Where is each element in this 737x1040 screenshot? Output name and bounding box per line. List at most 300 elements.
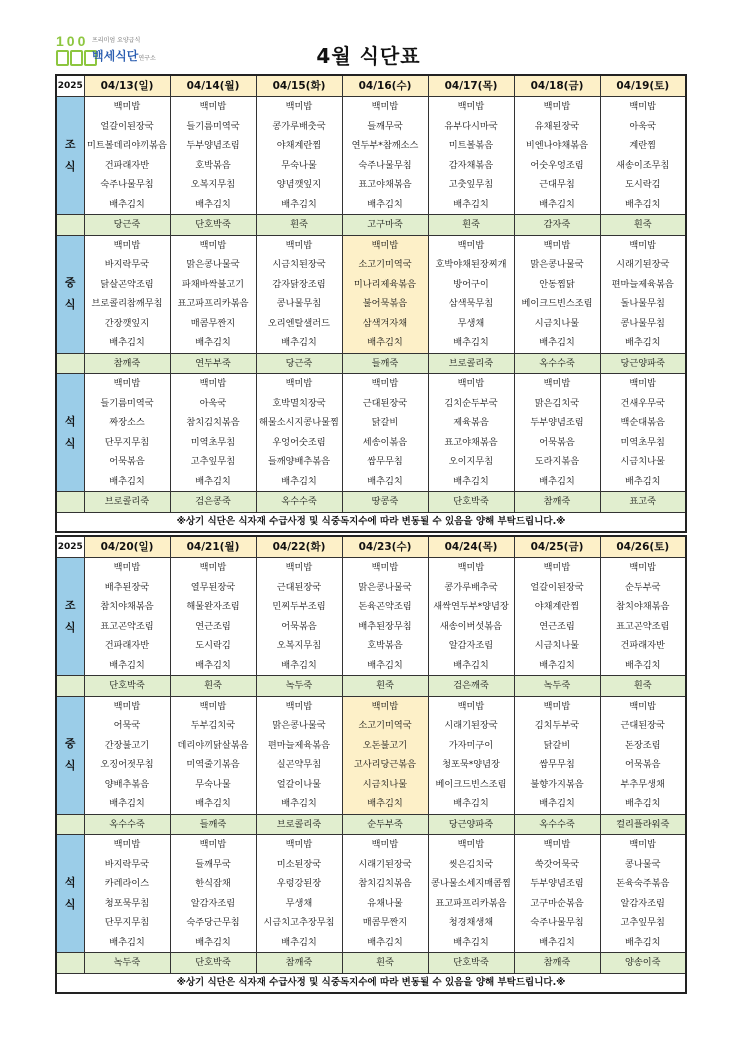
porridge-item: 참깨죽 — [256, 953, 342, 974]
week-table-2 — [55, 535, 687, 994]
menu-item: 백미밥 — [600, 374, 686, 394]
menu-item: 배추김치 — [170, 933, 256, 953]
breakfast-item-row — [56, 578, 686, 598]
porridge-item: 흰죽 — [342, 676, 428, 697]
menu-item: 시금치나물 — [514, 636, 600, 656]
porridge-label-spacer — [56, 215, 84, 236]
menu-item: 표고야채볶음 — [342, 175, 428, 195]
porridge-item: 참깨죽 — [514, 492, 600, 513]
menu-item: 백미밥 — [256, 835, 342, 855]
menu-item: 백미밥 — [514, 235, 600, 255]
menu-item: 백미밥 — [514, 374, 600, 394]
menu-item: 배추김치 — [600, 195, 686, 215]
lunch-item-row — [56, 294, 686, 314]
menu-item: 백순대볶음 — [600, 413, 686, 433]
breakfast-item-row — [56, 136, 686, 156]
menu-item: 청포묵무침 — [84, 894, 170, 914]
porridge-item: 옥수수죽 — [514, 353, 600, 374]
menu-item: 배추김치 — [428, 333, 514, 353]
menu-item: 백미밥 — [84, 235, 170, 255]
menu-item: 백미밥 — [170, 97, 256, 117]
lunch-item-row — [56, 736, 686, 756]
menu-item: 김치두부국 — [514, 716, 600, 736]
menu-item: 해물완자조림 — [170, 597, 256, 617]
menu-item: 맑은콩나물국 — [514, 255, 600, 275]
menu-item: 편마늘제육볶음 — [256, 736, 342, 756]
menu-item: 두부양념조림 — [514, 874, 600, 894]
menu-item: 돌나물무침 — [600, 294, 686, 314]
porridge-item: 당근양파죽 — [600, 353, 686, 374]
menu-item: 콩가루배춧국 — [256, 117, 342, 137]
menu-item: 단무지무침 — [84, 913, 170, 933]
menu-item: 닭살곤약조림 — [84, 275, 170, 295]
menu-item: 숙주당근무침 — [170, 913, 256, 933]
menu-item: 콩나물소세지매콤찜 — [428, 874, 514, 894]
breakfast-porridge-row — [56, 676, 686, 697]
date-header-cell: 04/17(목) — [428, 75, 514, 97]
porridge-item: 감자죽 — [514, 215, 600, 236]
menu-item: 짜장소스 — [84, 413, 170, 433]
menu-item: 백미밥 — [342, 696, 428, 716]
menu-item: 파채바싹불고기 — [170, 275, 256, 295]
menu-item: 가자미구이 — [428, 736, 514, 756]
menu-item: 백미밥 — [170, 558, 256, 578]
menu-item: 도시락김 — [600, 175, 686, 195]
menu-item: 숙주나물무침 — [84, 175, 170, 195]
porridge-item: 흰죽 — [600, 215, 686, 236]
menu-item: 베이크드빈스조림 — [428, 775, 514, 795]
porridge-item: 참깨죽 — [514, 953, 600, 974]
porridge-item: 옥수수죽 — [514, 814, 600, 835]
menu-item: 어묵볶음 — [256, 617, 342, 637]
menu-item: 새송이조무침 — [600, 156, 686, 176]
porridge-item: 단호박죽 — [428, 492, 514, 513]
menu-item: 닭갈비 — [342, 413, 428, 433]
lunch-porridge-row — [56, 353, 686, 374]
menu-item: 백미밥 — [170, 374, 256, 394]
menu-item: 배추김치 — [170, 333, 256, 353]
dinner-porridge-row — [56, 492, 686, 513]
menu-item: 백미밥 — [428, 558, 514, 578]
menu-item: 얼갈이나물 — [256, 775, 342, 795]
menu-item: 근대된장국 — [256, 578, 342, 598]
menu-item: 무생채 — [256, 894, 342, 914]
menu-item: 참치김치볶음 — [342, 874, 428, 894]
menu-item: 들기름미역국 — [170, 117, 256, 137]
menu-item: 어묵볶음 — [600, 755, 686, 775]
menu-item: 배추김치 — [514, 472, 600, 492]
menu-item: 미트볼볶음 — [428, 136, 514, 156]
menu-item: 건파래자반 — [600, 636, 686, 656]
breakfast-item-row — [56, 156, 686, 176]
menu-item: 돈육숙주볶음 — [600, 874, 686, 894]
menu-item: 배추김치 — [170, 195, 256, 215]
menu-item: 어묵국 — [84, 716, 170, 736]
menu-item: 배추김치 — [256, 794, 342, 814]
porridge-item: 단호박죽 — [84, 676, 170, 697]
menu-item: 표고곤약조림 — [600, 617, 686, 637]
menu-item: 콩나물무침 — [600, 314, 686, 334]
menu-item: 배추김치 — [342, 656, 428, 676]
menu-item: 배추김치 — [342, 472, 428, 492]
menu-item: 표고파프리카볶음 — [428, 894, 514, 914]
menu-item: 백미밥 — [428, 97, 514, 117]
menu-item: 미역줄기볶음 — [170, 755, 256, 775]
menu-item: 근대된장국 — [600, 716, 686, 736]
menu-item: 야채계란찜 — [256, 136, 342, 156]
menu-item: 새싹연두부*양념장 — [428, 597, 514, 617]
menu-item: 두부김치국 — [170, 716, 256, 736]
date-header-cell: 04/24(목) — [428, 536, 514, 558]
menu-item: 시금치나물 — [600, 452, 686, 472]
menu-item: 어묵볶음 — [84, 452, 170, 472]
menu-item: 오리엔탈샐러드 — [256, 314, 342, 334]
breakfast-item-row — [56, 597, 686, 617]
menu-item: 세송이볶음 — [342, 433, 428, 453]
dinner-item-row — [56, 894, 686, 914]
menu-item: 알감자조림 — [428, 636, 514, 656]
porridge-item: 당근죽 — [84, 215, 170, 236]
menu-item: 백미밥 — [342, 558, 428, 578]
porridge-item: 흰죽 — [600, 676, 686, 697]
porridge-item: 고구마죽 — [342, 215, 428, 236]
porridge-item: 연두부죽 — [170, 353, 256, 374]
menu-item: 브로콜리참깨무침 — [84, 294, 170, 314]
menu-item: 비엔나야채볶음 — [514, 136, 600, 156]
menu-item: 감자닭장조림 — [256, 275, 342, 295]
menu-item: 배추김치 — [600, 656, 686, 676]
menu-item: 들깨무국 — [170, 855, 256, 875]
notice-text: ※상기 식단은 식자재 수급사정 및 식중독지수에 따라 변동될 수 있음을 양해 부탁드립니다.※ — [56, 973, 686, 993]
dinner-item-row — [56, 855, 686, 875]
menu-item: 백미밥 — [256, 696, 342, 716]
menu-item: 오복지무침 — [256, 636, 342, 656]
date-header-row — [56, 75, 686, 97]
porridge-item: 녹두죽 — [84, 953, 170, 974]
lunch-item-row — [56, 775, 686, 795]
menu-item: 배추김치 — [84, 656, 170, 676]
porridge-item: 들깨죽 — [342, 353, 428, 374]
menu-item: 도라지볶음 — [514, 452, 600, 472]
menu-item: 배추김치 — [600, 933, 686, 953]
year-cell: 2025 — [56, 536, 84, 558]
menu-item: 한식잡채 — [170, 874, 256, 894]
menu-item: 시래기된장국 — [342, 855, 428, 875]
menu-item: 돈장조림 — [600, 736, 686, 756]
menu-item: 제육볶음 — [428, 413, 514, 433]
menu-item: 도시락김 — [170, 636, 256, 656]
year-cell: 2025 — [56, 75, 84, 97]
menu-item: 배추김치 — [256, 656, 342, 676]
menu-item: 안동찜닭 — [514, 275, 600, 295]
menu-item: 단무지무침 — [84, 433, 170, 453]
menu-item: 오징어젓무침 — [84, 755, 170, 775]
menu-item: 건파래자반 — [84, 156, 170, 176]
menu-item: 청경채생채 — [428, 913, 514, 933]
menu-item: 백미밥 — [514, 558, 600, 578]
notice-row — [56, 512, 686, 532]
menu-item: 방어구이 — [428, 275, 514, 295]
porridge-label-spacer — [56, 814, 84, 835]
date-header-cell: 04/20(일) — [84, 536, 170, 558]
porridge-item: 브로콜리죽 — [256, 814, 342, 835]
menu-item: 연근조림 — [170, 617, 256, 637]
porridge-label-spacer — [56, 353, 84, 374]
menu-item: 시래기된장국 — [600, 255, 686, 275]
menu-item: 들깨양배추볶음 — [256, 452, 342, 472]
menu-item: 백미밥 — [84, 374, 170, 394]
menu-item: 콩가루배추국 — [428, 578, 514, 598]
menu-item: 고사리당근볶음 — [342, 755, 428, 775]
menu-item: 배추김치 — [428, 472, 514, 492]
menu-item: 맑은콩나물국 — [342, 578, 428, 598]
menu-item: 알감자조림 — [600, 894, 686, 914]
porridge-item: 땅콩죽 — [342, 492, 428, 513]
porridge-item: 녹두죽 — [256, 676, 342, 697]
menu-item: 백미밥 — [256, 374, 342, 394]
menu-item: 배추김치 — [256, 472, 342, 492]
menu-item: 백미밥 — [600, 696, 686, 716]
porridge-item: 녹두죽 — [514, 676, 600, 697]
menu-item: 연두부*참깨소스 — [342, 136, 428, 156]
menu-item: 삼색묵무침 — [428, 294, 514, 314]
menu-item: 시금치나물 — [514, 314, 600, 334]
menu-item: 건새우무국 — [600, 394, 686, 414]
menu-item: 참치김치볶음 — [170, 413, 256, 433]
menu-item: 숙주나물무침 — [342, 156, 428, 176]
porridge-item: 브로콜리죽 — [84, 492, 170, 513]
menu-item: 들기름미역국 — [84, 394, 170, 414]
porridge-item: 검은콩죽 — [170, 492, 256, 513]
porridge-item: 컬리플라워죽 — [600, 814, 686, 835]
menu-item: 편마늘제육볶음 — [600, 275, 686, 295]
menu-item: 백미밥 — [170, 235, 256, 255]
porridge-item: 참깨죽 — [84, 353, 170, 374]
menu-item: 어숫우엉조림 — [514, 156, 600, 176]
menu-item: 배추김치 — [170, 656, 256, 676]
menu-item: 근대무침 — [514, 175, 600, 195]
menu-item: 백미밥 — [428, 235, 514, 255]
menu-item: 배추김치 — [514, 656, 600, 676]
menu-item: 건파래자반 — [84, 636, 170, 656]
menu-item: 연근조림 — [514, 617, 600, 637]
date-header-cell: 04/22(화) — [256, 536, 342, 558]
menu-item: 미트볼데리야끼볶음 — [84, 136, 170, 156]
menu-item: 돈육곤약조림 — [342, 597, 428, 617]
lunch-label: 중 식 — [56, 235, 84, 353]
menu-item: 새송이버섯볶음 — [428, 617, 514, 637]
porridge-item: 단호박죽 — [170, 215, 256, 236]
porridge-item: 양송이죽 — [600, 953, 686, 974]
menu-item: 양념깻잎지 — [256, 175, 342, 195]
notice-row — [56, 973, 686, 993]
menu-item: 매콤무짠지 — [170, 314, 256, 334]
menu-item: 배추김치 — [514, 794, 600, 814]
breakfast-item-row — [56, 117, 686, 137]
dinner-label: 석 식 — [56, 835, 84, 953]
menu-item: 백미밥 — [84, 696, 170, 716]
dinner-item-row — [56, 913, 686, 933]
menu-item: 배추김치 — [84, 933, 170, 953]
menu-item: 배추김치 — [170, 794, 256, 814]
breakfast-item-row — [56, 636, 686, 656]
menu-item: 호박야채된장찌개 — [428, 255, 514, 275]
porridge-item: 흰죽 — [428, 215, 514, 236]
menu-item: 매콤무짠지 — [342, 913, 428, 933]
dinner-item-row — [56, 874, 686, 894]
porridge-item: 들깨죽 — [170, 814, 256, 835]
lunch-item-row — [56, 235, 686, 255]
porridge-item: 당근죽 — [256, 353, 342, 374]
menu-item: 백미밥 — [600, 835, 686, 855]
week-table-1 — [55, 74, 687, 533]
lunch-item-row — [56, 716, 686, 736]
menu-item: 백미밥 — [256, 97, 342, 117]
menu-item: 표고파프리카볶음 — [170, 294, 256, 314]
porridge-item: 흰죽 — [342, 953, 428, 974]
menu-item: 참치야채볶음 — [600, 597, 686, 617]
lunch-item-row — [56, 755, 686, 775]
menu-item: 배추김치 — [84, 195, 170, 215]
date-header-cell: 04/21(월) — [170, 536, 256, 558]
breakfast-item-row — [56, 175, 686, 195]
porridge-item: 흰죽 — [256, 215, 342, 236]
menu-item: 배추된장국 — [84, 578, 170, 598]
menu-item: 배추김치 — [84, 333, 170, 353]
menu-item: 배추김치 — [256, 333, 342, 353]
menu-item: 백미밥 — [600, 97, 686, 117]
menu-item: 맑은김치국 — [514, 394, 600, 414]
dinner-item-row — [56, 394, 686, 414]
dinner-porridge-row — [56, 953, 686, 974]
menu-item: 백미밥 — [600, 235, 686, 255]
menu-item: 백미밥 — [428, 374, 514, 394]
notice-text: ※상기 식단은 식자재 수급사정 및 식중독지수에 따라 변동될 수 있음을 양해 부탁드립니다.※ — [56, 512, 686, 532]
date-header-row — [56, 536, 686, 558]
lunch-item-row — [56, 696, 686, 716]
menu-item: 백미밥 — [84, 97, 170, 117]
menu-item: 배추김치 — [428, 656, 514, 676]
menu-item: 배추김치 — [514, 933, 600, 953]
page-title: 4월 식단표 — [316, 44, 421, 68]
menu-item: 배추김치 — [342, 333, 428, 353]
menu-item: 맑은콩나물국 — [170, 255, 256, 275]
menu-item: 배추김치 — [600, 333, 686, 353]
menu-item: 백미밥 — [342, 835, 428, 855]
menu-item: 배추김치 — [600, 472, 686, 492]
date-header-cell: 04/13(일) — [84, 75, 170, 97]
menu-item: 배추된장무침 — [342, 617, 428, 637]
menu-item: 카레라이스 — [84, 874, 170, 894]
menu-item: 배추김치 — [84, 794, 170, 814]
dinner-item-row — [56, 374, 686, 394]
menu-item: 불향가지볶음 — [514, 775, 600, 795]
menu-item: 양배추볶음 — [84, 775, 170, 795]
menu-item: 근대된장국 — [342, 394, 428, 414]
date-header-cell: 04/16(수) — [342, 75, 428, 97]
menu-item: 콩나물국 — [600, 855, 686, 875]
dinner-label: 석 식 — [56, 374, 84, 492]
lunch-label: 중 식 — [56, 696, 84, 814]
menu-item: 바지락무국 — [84, 255, 170, 275]
porridge-label-spacer — [56, 676, 84, 697]
menu-item: 고구마순볶음 — [514, 894, 600, 914]
menu-item: 두부양념조림 — [170, 136, 256, 156]
menu-item: 우렁강된장 — [256, 874, 342, 894]
lunch-item-row — [56, 794, 686, 814]
menu-item: 베이크드빈스조림 — [514, 294, 600, 314]
menu-item: 실곤약무침 — [256, 755, 342, 775]
menu-item: 유채된장국 — [514, 117, 600, 137]
porridge-item: 단호박죽 — [428, 953, 514, 974]
logo-number: 100 — [56, 33, 89, 49]
date-header-cell: 04/23(수) — [342, 536, 428, 558]
menu-item: 해물소시지콩나물찜 — [256, 413, 342, 433]
menu-item: 배추김치 — [428, 933, 514, 953]
breakfast-porridge-row — [56, 215, 686, 236]
porridge-item: 표고죽 — [600, 492, 686, 513]
menu-item: 우엉어숫조림 — [256, 433, 342, 453]
breakfast-item-row — [56, 617, 686, 637]
menu-item: 시금치된장국 — [256, 255, 342, 275]
menu-item: 오돈불고기 — [342, 736, 428, 756]
menu-item: 오복지무침 — [170, 175, 256, 195]
menu-item: 데리야끼닭살볶음 — [170, 736, 256, 756]
menu-item: 유채나물 — [342, 894, 428, 914]
menu-item: 들깨무국 — [342, 117, 428, 137]
menu-item: 백미밥 — [514, 696, 600, 716]
breakfast-label: 조 식 — [56, 558, 84, 676]
date-header-cell: 04/25(금) — [514, 536, 600, 558]
breakfast-item-row — [56, 97, 686, 117]
lunch-item-row — [56, 275, 686, 295]
menu-item: 배추김치 — [342, 794, 428, 814]
breakfast-item-row — [56, 558, 686, 578]
menu-item: 간장불고기 — [84, 736, 170, 756]
lunch-item-row — [56, 314, 686, 334]
menu-item: 무생채 — [428, 314, 514, 334]
lunch-item-row — [56, 255, 686, 275]
menu-item: 청포묵*양념장 — [428, 755, 514, 775]
menu-item: 두부양념조림 — [514, 413, 600, 433]
menu-item: 아욱국 — [600, 117, 686, 137]
breakfast-label: 조 식 — [56, 97, 84, 215]
menu-item: 무숙나물 — [256, 156, 342, 176]
menu-item: 백미밥 — [428, 696, 514, 716]
menu-item: 배추김치 — [342, 195, 428, 215]
menu-item: 배추김치 — [428, 794, 514, 814]
menu-item: 소고기미역국 — [342, 716, 428, 736]
date-header-cell: 04/15(화) — [256, 75, 342, 97]
menu-item: 씻은김치국 — [428, 855, 514, 875]
menu-item: 백미밥 — [170, 696, 256, 716]
menu-item: 배추김치 — [170, 472, 256, 492]
menu-item: 쌈무무침 — [342, 452, 428, 472]
menu-item: 시래기된장국 — [428, 716, 514, 736]
menu-item: 유부다시마국 — [428, 117, 514, 137]
menu-item: 열무된장국 — [170, 578, 256, 598]
menu-item: 바지락무국 — [84, 855, 170, 875]
dinner-item-row — [56, 452, 686, 472]
menu-item: 호박볶음 — [342, 636, 428, 656]
menu-item: 감자채볶음 — [428, 156, 514, 176]
menu-item: 시금치나물 — [342, 775, 428, 795]
menu-item: 표고곤약조림 — [84, 617, 170, 637]
menu-item: 쑥갓어묵국 — [514, 855, 600, 875]
menu-item: 호박멸치장국 — [256, 394, 342, 414]
menu-item: 닭갈비 — [514, 736, 600, 756]
menu-item: 배추김치 — [84, 472, 170, 492]
